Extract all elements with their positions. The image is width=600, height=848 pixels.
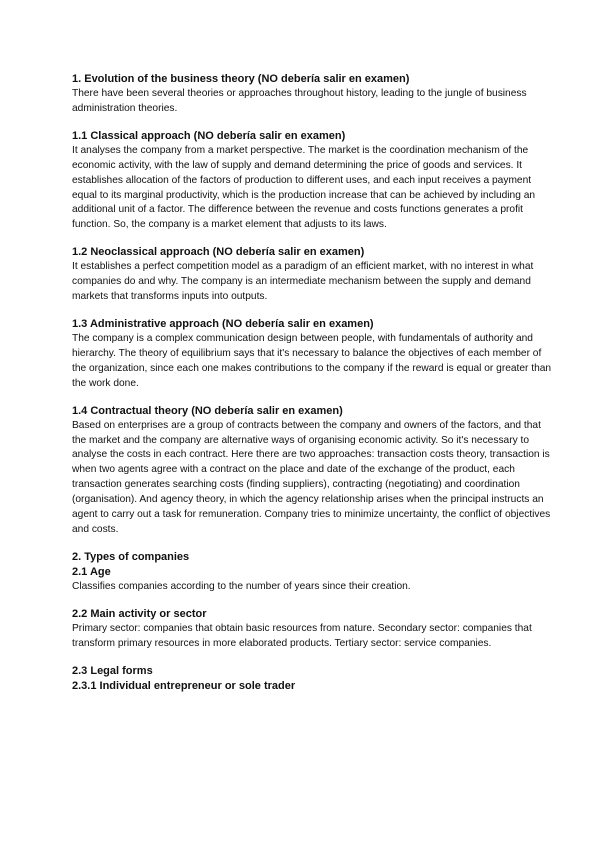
section-heading: 1.4 Contractual theory (NO debería salir en examen): [72, 404, 343, 417]
section-paragraph: The company is a complex communication design between people, with fundamentals of authority and hierarchy. The theory of equilibrium says that it's necessary to balance the objectives of each member of the organization, since each one makes contributions to the company if the reward is equal or greater than the work done.: [72, 332, 552, 389]
section-paragraph: There have been several theories or approaches throughout history, leading to the jungle of business administration theories.: [72, 88, 527, 114]
section-classical: [72, 129, 556, 233]
section-paragraph: It analyses the company from a market perspective. The market is the coordination mechanism of the economic activity, with the law of supply and demand determining the price of goods and services. It establishes allocation of the factors of production to different uses, and each input receives a payment equal to its marginal productivity, which is the production increase that can be achieved by including an additional unit of a factor. The difference between the revenue and costs functions generates a profit function. So, the company is a market element that adjusts to its laws.: [72, 144, 536, 231]
section-heading: 1.1 Classical approach (NO debería salir en examen): [72, 129, 346, 142]
section-heading: 1. Evolution of the business theory (NO debería salir en examen): [72, 73, 410, 85]
subsection-heading-sector: 2.2 Main activity or sector: [72, 607, 207, 620]
subsection-heading-age: 2.1 Age: [72, 565, 111, 578]
section-types: [72, 550, 556, 595]
section-legal-forms: [72, 664, 556, 694]
subsection-heading-sole-trader: 2.3.1 Individual entrepreneur or sole trader: [72, 679, 296, 692]
section-heading: 2. Types of companies: [72, 550, 190, 563]
subsection-paragraph-age: Classifies companies according to the number of years since their creation.: [72, 580, 411, 592]
section-evolution: [72, 72, 556, 117]
section-sector: [72, 607, 556, 652]
section-contractual: [72, 404, 556, 538]
section-paragraph: Based on enterprises are a group of contracts between the company and owners of the factors, and that the market and the company are alternative ways of organising economic activity. So it's necessary to analyse the costs in each contract. Here there are two approaches: transaction costs theory, transaction is when two agents agree with a contract on the place and date of the exchange of the product, each transaction generates searching costs (finding suppliers), contracting (negotiating) and coordination (organisation). And agency theory, in which the agency relationship arises when the principal instructs an agent to carry out a task for remuneration. Company tries to minimize uncertainty, the conflict of objectives and costs.: [72, 419, 551, 535]
section-neoclassical: [72, 245, 556, 305]
section-paragraph: It establishes a perfect competition model as a paradigm of an efficient market, with no interest in what companies do and why. The company is an intermediate mechanism between the supply and demand markets that transforms inputs into outputs.: [72, 261, 534, 303]
subsection-paragraph-sector: Primary sector: companies that obtain basic resources from nature. Secondary sector: companies that transform primary resources in more elaborated products. Tertiary sector: service companies.: [72, 622, 532, 649]
subsection-heading-legal: 2.3 Legal forms: [72, 664, 153, 677]
section-heading: 1.3 Administrative approach (NO debería salir en examen): [72, 317, 374, 330]
section-heading: 1.2 Neoclassical approach (NO debería salir en examen): [72, 246, 365, 259]
section-administrative: [72, 317, 556, 392]
